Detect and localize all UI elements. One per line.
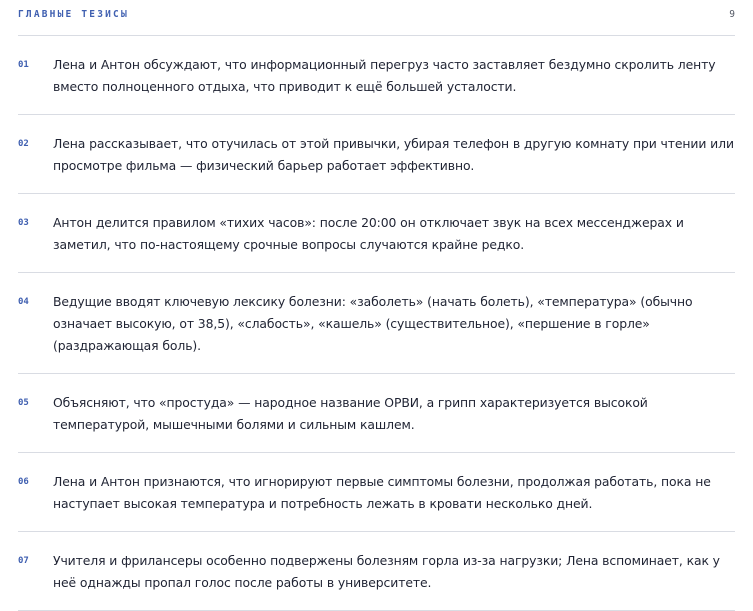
item-text: Лена рассказывает, что отучилась от этой привычки, убирая телефон в другую комнату при чтении или просмотре фильма — физический барьер работает эффективно. xyxy=(53,136,734,173)
list-item xyxy=(18,452,735,531)
item-text: Объясняют, что «простуда» — народное название ОРВИ, а грипп характеризуется высокой температурой, мышечными болями и сильным кашлем. xyxy=(53,395,648,432)
item-number: 07 xyxy=(18,556,29,566)
item-number: 02 xyxy=(18,139,29,149)
item-text: Лена и Антон признаются, что игнорируют первые симптомы болезни, продолжая работать, пока не наступает высокая температура и потребность лежать в кровати несколько дней. xyxy=(53,474,711,511)
list-item xyxy=(18,373,735,452)
list-item xyxy=(18,193,735,272)
list-item xyxy=(18,114,735,193)
item-text: Антон делится правилом «тихих часов»: после 20:00 он отключает звук на всех мессенджерах и заметил, что по-настоящему срочные вопросы случаются крайне редко. xyxy=(53,215,684,252)
page-number: 9 xyxy=(729,9,735,20)
section-title: ГЛАВНЫЕ ТЕЗИСЫ xyxy=(18,9,129,20)
key-points-list xyxy=(18,35,735,611)
item-text: Лена и Антон обсуждают, что информационный перегруз часто заставляет бездумно скролить ленту вместо полноценного отдыха, что приводит к ещё большей усталости. xyxy=(53,57,716,94)
item-text: Ведущие вводят ключевую лексику болезни: «заболеть» (начать болеть), «температура» (обычно означает высокую, от 38,5), «слабость», «кашель» (существительное), «першение в горле» (раздражающая боль). xyxy=(53,294,693,353)
list-item xyxy=(18,35,735,114)
item-number: 01 xyxy=(18,60,29,70)
item-number: 04 xyxy=(18,297,29,307)
list-item xyxy=(18,531,735,610)
item-text: Учителя и фрилансеры особенно подвержены болезням горла из-за нагрузки; Лена вспоминает, как у неё однажды пропал голос после работы в университете. xyxy=(53,553,720,590)
list-item xyxy=(18,272,735,373)
item-number: 06 xyxy=(18,477,29,487)
page-header xyxy=(18,9,735,23)
item-number: 05 xyxy=(18,398,29,408)
item-number: 03 xyxy=(18,218,29,228)
